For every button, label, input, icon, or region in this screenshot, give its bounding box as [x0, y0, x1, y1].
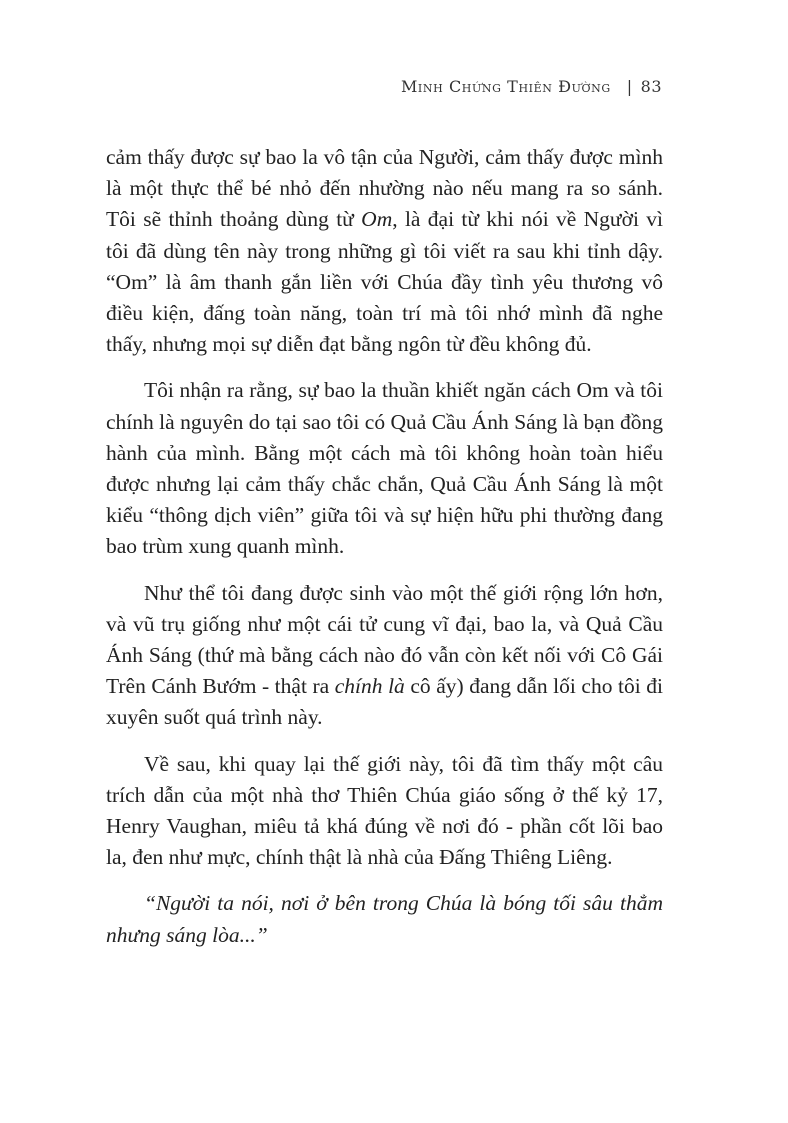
- chapter-title: Minh Chứng Thiên Đường: [400, 77, 611, 96]
- paragraph-1-text: cảm thấy được sự bao la vô tận của Người, cảm thấy được mình là một thực thể bé nhỏ đến nhường nào nếu mang ra so sánh. Tôi sẽ thỉnh thoảng dùng từ: [106, 145, 663, 232]
- header-separator: |: [626, 77, 633, 96]
- paragraph-3-text-rest: cô ấy) đang dẫn lối cho tôi đi xuyên suốt quá trình này.: [106, 674, 663, 730]
- running-header: [401, 76, 662, 98]
- paragraph-1-emphasis: Om: [361, 207, 393, 232]
- paragraph-1: [106, 142, 663, 360]
- page-number: 83: [640, 77, 662, 96]
- quote-paragraph: “Người ta nói, nơi ở bên trong Chúa là bóng tối sâu thẳm nhưng sáng lòa...”: [106, 891, 663, 947]
- body-text: [106, 142, 663, 966]
- paragraph-3-emphasis: chính là: [334, 674, 405, 699]
- paragraph-3: [106, 578, 663, 734]
- paragraph-4: Về sau, khi quay lại thế giới này, tôi đã tìm thấy một câu trích dẫn của một nhà thơ Thiên Chúa giáo sống ở thế kỷ 17, Henry Vaughan, miêu tả khá đúng về nơi đó - phần cốt lõi bao la, đen như mực, chính thật là nhà của Đấng Thiêng Liêng.: [106, 751, 663, 870]
- paragraph-3-text: Như thể tôi đang được sinh vào một thế giới rộng lớn hơn, và vũ trụ giống như một cái tử cung vĩ đại, bao la, và Quả Cầu Ánh Sáng (thứ mà bằng cách nào đó vẫn còn kết nối với Cô Gái Trên Cánh Bướm - thật ra: [106, 580, 663, 699]
- paragraph-1-text-rest: , là đại từ khi nói về Người vì tôi đã dùng tên này trong những gì tôi viết ra sau khi tỉnh dậy. “Om” là âm thanh gắn liền với Chúa đầy tình yêu thương vô điều kiện, đấng toàn năng, toàn trí mà tôi nhớ mình đã nghe thấy, nhưng mọi sự diễn đạt bằng ngôn từ đều không đủ.: [106, 207, 663, 357]
- paragraph-2: Tôi nhận ra rằng, sự bao la thuần khiết ngăn cách Om và tôi chính là nguyên do tại sao tôi có Quả Cầu Ánh Sáng là bạn đồng hành của mình. Bằng một cách mà tôi không hoàn toàn hiểu được nhưng lại cảm thấy chắc chắn, Quả Cầu Ánh Sáng là một kiểu “thông dịch viên” giữa tôi và sự hiện hữu phi thường đang bao trùm xung quanh mình.: [106, 378, 663, 559]
